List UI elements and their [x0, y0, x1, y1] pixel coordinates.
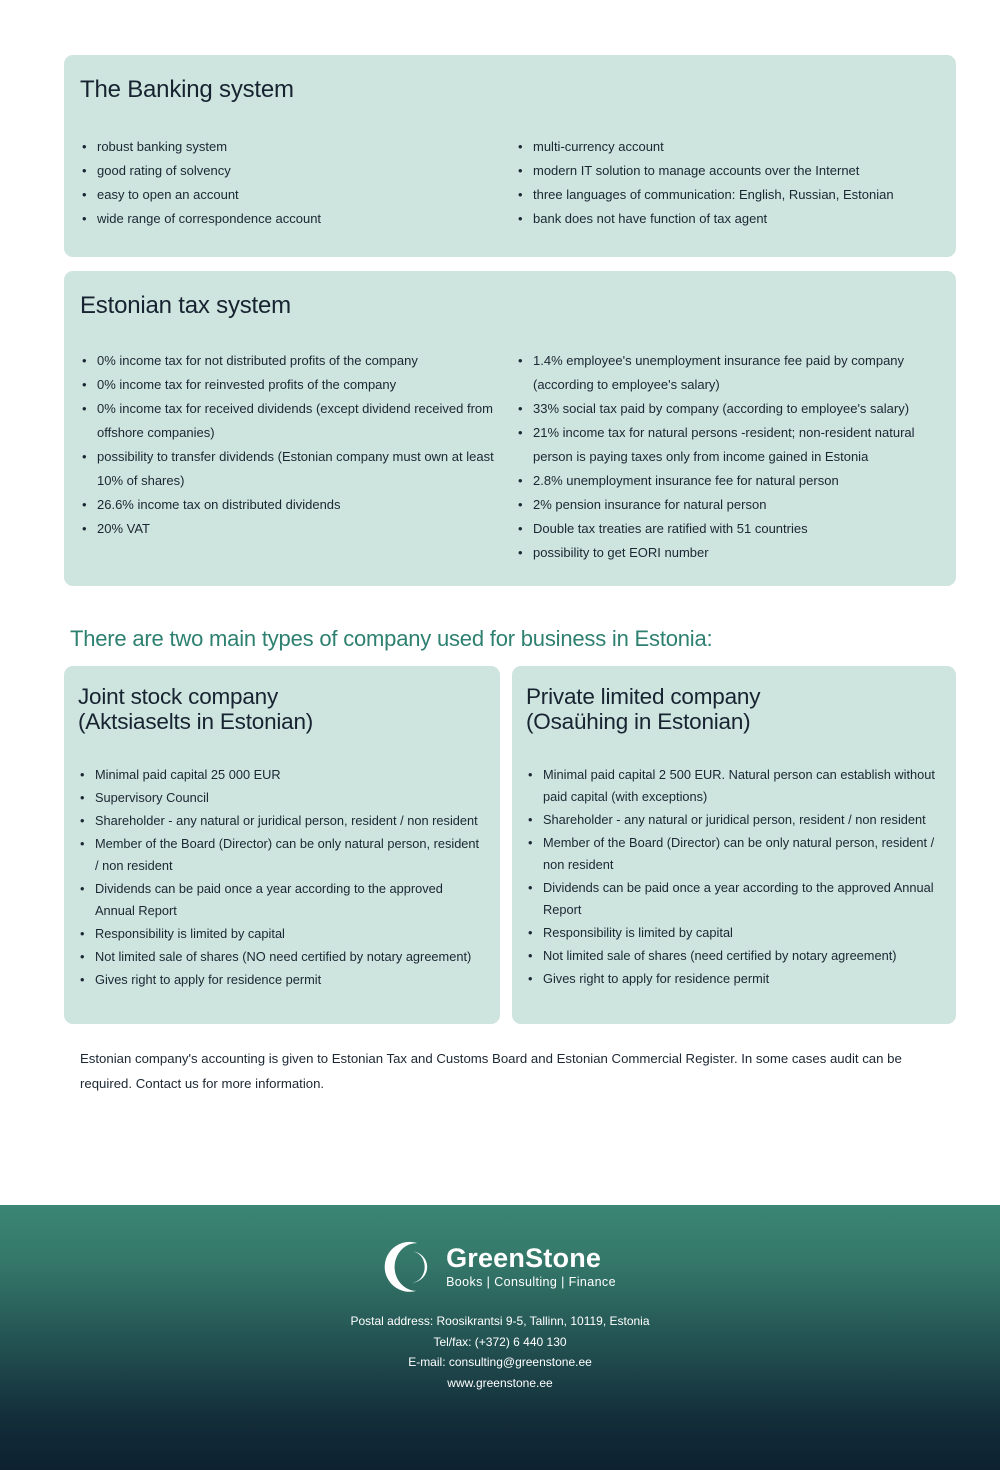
list-item: • Gives right to apply for residence permit — [526, 968, 940, 990]
joint-stock-title-line2: (Aktsiaselts in Estonian) — [78, 709, 314, 734]
list-item: • bank does not have function of tax agent — [516, 207, 938, 231]
company-cards-row — [64, 666, 956, 1024]
list-item: • 33% social tax paid by company (according to employee's salary) — [516, 397, 938, 421]
list-item: • Double tax treaties are ratified with 51 countries — [516, 517, 938, 541]
tax-columns — [80, 349, 938, 565]
greenstone-swirl-icon — [384, 1241, 436, 1293]
list-item: • 2.8% unemployment insurance fee for natural person — [516, 469, 938, 493]
postal-address: Postal address: Roosikrantsi 9-5, Tallinn, 10119, Estonia — [350, 1314, 650, 1328]
list-item: • good rating of solvency — [80, 159, 516, 183]
list-item: • Minimal paid capital 2 500 EUR. Natural person can establish without paid capital (with exceptions) — [526, 764, 940, 808]
list-item: • possibility to get EORI number — [516, 541, 938, 565]
brand-name: GreenStone — [446, 1243, 602, 1273]
list-item: • Shareholder - any natural or juridical person, resident / non resident — [78, 810, 484, 832]
list-item: • 2% pension insurance for natural person — [516, 493, 938, 517]
list-item: • Responsibility is limited by capital — [78, 923, 484, 945]
list-item: • possibility to transfer dividends (Estonian company must own at least 10% of shares) — [80, 445, 516, 493]
list-item: • 0% income tax for reinvested profits of the company — [80, 373, 516, 397]
tax-left-list — [80, 349, 516, 565]
list-item: • robust banking system — [80, 135, 516, 159]
list-item: • modern IT solution to manage accounts over the Internet — [516, 159, 938, 183]
joint-stock-company-card — [64, 666, 500, 1024]
footer — [0, 1205, 1000, 1470]
tel-fax: Tel/fax: (+372) 6 440 130 — [433, 1334, 567, 1349]
joint-stock-list — [78, 764, 484, 991]
list-item: • three languages of communication: English, Russian, Estonian — [516, 183, 938, 207]
list-item: • Dividends can be paid once a year according to the approved Annual Report — [78, 878, 484, 922]
list-item: • Shareholder - any natural or juridical person, resident / non resident — [526, 809, 940, 831]
joint-stock-title-line1: Joint stock company — [78, 684, 279, 709]
list-item: • Member of the Board (Director) can be only natural person, resident / non resident — [526, 832, 940, 876]
list-item: • Member of the Board (Director) can be only natural person, resident / non resident — [78, 833, 484, 877]
email-address: E-mail: consulting@greenstone.ee — [408, 1355, 592, 1369]
list-item: • Responsibility is limited by capital — [526, 922, 940, 944]
banking-right-list — [516, 135, 938, 231]
closing-note: Estonian company's accounting is given to Estonian Tax and Customs Board and Estonian Commercial Register. In some cases audit can be required. Contact us for more information. — [80, 1051, 902, 1091]
private-limited-title-line1: Private limited company — [526, 684, 761, 709]
list-item: • 21% income tax for natural persons -resident; non-resident natural person is paying taxes only from income gained in Estonia — [516, 421, 938, 469]
website-url: www.greenstone.ee — [447, 1375, 553, 1390]
list-item: • Not limited sale of shares (need certified by notary agreement) — [526, 945, 940, 967]
list-item: • 0% income tax for received dividends (except dividend received from offshore companies) — [80, 397, 516, 445]
tax-system-title: Estonian tax system — [80, 292, 291, 319]
banking-left-list — [80, 135, 516, 231]
flyer-page — [0, 55, 1000, 1470]
logo-text-block — [446, 1244, 616, 1290]
private-limited-company-card — [512, 666, 956, 1024]
list-item: • Minimal paid capital 25 000 EUR — [78, 764, 484, 786]
brand-tagline: Books | Consulting | Finance — [446, 1275, 616, 1289]
list-item: • Dividends can be paid once a year according to the approved Annual Report — [526, 877, 940, 921]
list-item: • Supervisory Council — [78, 787, 484, 809]
list-item: • 26.6% income tax on distributed dividends — [80, 493, 516, 517]
tax-right-list — [516, 349, 938, 565]
list-item: • Gives right to apply for residence permit — [78, 969, 484, 991]
company-types-heading: There are two main types of company used for business in Estonia: — [70, 626, 713, 651]
list-item: • wide range of correspondence account — [80, 207, 516, 231]
banking-columns — [80, 135, 938, 231]
private-limited-list — [526, 764, 940, 990]
greenstone-logo — [0, 1205, 1000, 1293]
list-item: • 1.4% employee's unemployment insurance fee paid by company (according to employee's salary) — [516, 349, 938, 397]
tax-system-card — [64, 271, 956, 586]
list-item: • multi-currency account — [516, 135, 938, 159]
joint-stock-title — [78, 684, 484, 734]
list-item: • 20% VAT — [80, 517, 516, 541]
list-item: • easy to open an account — [80, 183, 516, 207]
banking-system-title: The Banking system — [80, 76, 294, 103]
list-item: • 0% income tax for not distributed profits of the company — [80, 349, 516, 373]
list-item: • Not limited sale of shares (NO need certified by notary agreement) — [78, 946, 484, 968]
banking-system-card — [64, 55, 956, 257]
contact-block — [0, 1311, 1000, 1393]
private-limited-title — [526, 684, 940, 734]
private-limited-title-line2: (Osaühing in Estonian) — [526, 709, 751, 734]
